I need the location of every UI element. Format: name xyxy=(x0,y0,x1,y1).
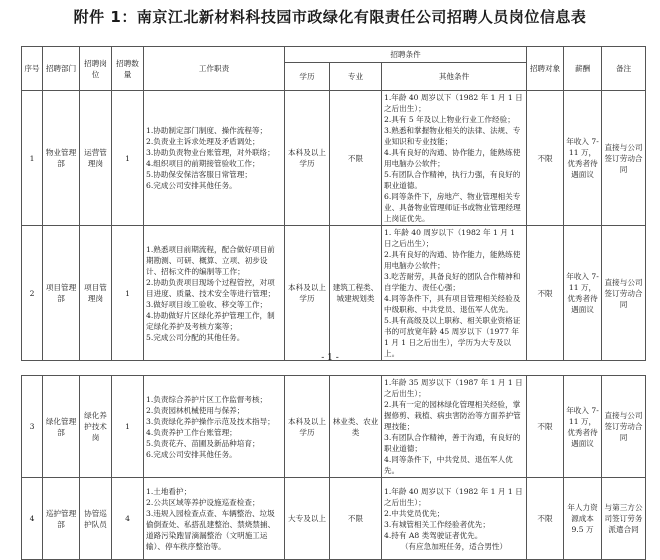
duty-item: 4.协助做好片区绿化养护管理工作，制定绿化养护及考核方案等； xyxy=(146,310,275,331)
condition-item: 5.具有高级及以上职称、相关职业资格证书的可放宽年龄 45 周岁以下（1977 年 1 月 1 日之后出生），学历为大专及以上。 xyxy=(384,316,521,358)
condition-item: 3.有城管相关工作经验者优先； xyxy=(384,519,490,529)
cell-dept: 物业管理部 xyxy=(43,91,80,226)
duty-item: 3.负责绿化养护操作示范及技术指导； xyxy=(146,416,275,426)
duty-item: 5.完成公司分配的其他任务。 xyxy=(146,332,245,342)
condition-item: 4.同等条件下，具有项目管理相关经验及中级职称、中共党员、退伍军人优先。 xyxy=(384,294,521,314)
duty-item: 3.违规入园检查点查、车辆整治、垃圾偷倒查处、私搭乱建整治、禁烧禁捕、道路污染跑冒滴漏整治（文明施工运输）、停车秩序整治等。 xyxy=(146,508,276,551)
condition-item: 4.具有良好的沟通、协作能力，能熟练使用电脑办公软件； xyxy=(384,148,521,168)
cell-post: 运营管理岗 xyxy=(80,91,112,226)
condition-item: 2.具有良好的沟通、协作能力，能熟练使用电脑办公软件； xyxy=(384,250,521,270)
page-number: - 1 - xyxy=(321,353,339,363)
condition-item: 3.熟悉和掌握物业相关的法律、法规、专业知识和专业技能； xyxy=(384,126,521,146)
cell-salary: 年收入 7-11 万，优秀者待遇面议 xyxy=(564,91,602,226)
table-row xyxy=(22,226,646,361)
header-major: 专业 xyxy=(330,63,382,91)
cell-salary: 年人力资源成本 9.5 万 xyxy=(564,478,602,560)
duty-item: 3.做好项目竣工验收、移交等工作； xyxy=(146,299,268,309)
cell-count: 1 xyxy=(112,91,144,226)
cell-target: 不限 xyxy=(527,91,564,226)
cell-seq: 3 xyxy=(22,376,43,478)
duty-item: 1.熟悉项目前期流程，配合做好项目前期勘测、可研、概算、立项、初步设计、招标文件的编制等工作； xyxy=(146,244,275,276)
cell-remarks: 直接与公司签订劳动合同 xyxy=(602,91,646,226)
condition-item: 2.中共党员优先； xyxy=(384,508,445,518)
duty-item: 5.负责花卉、苗圃及新品种培育； xyxy=(146,438,260,448)
condition-item: 1. 年龄 40 周岁以下（1982 年 1 月 1 日之后出生）； xyxy=(384,228,516,248)
cell-target: 不限 xyxy=(527,376,564,478)
header-education: 学历 xyxy=(285,63,330,91)
cell-remarks: 与第三方公司签订劳务派遣合同 xyxy=(602,478,646,560)
condition-item: 2.具有 5 年及以上物业行业工作经验； xyxy=(384,115,515,124)
duty-item: 6.完成公司安排其他任务。 xyxy=(146,449,237,459)
cell-target: 不限 xyxy=(527,226,564,361)
duty-item: 4.负责养护工作台账管理； xyxy=(146,427,237,437)
condition-item: 3.吃苦耐劳，具备良好的团队合作精神和自学能力、责任心强； xyxy=(384,272,521,292)
condition-item: 2.具有一定的园林绿化管理相关经验，掌握修剪、栽植、病虫害防治等方面养护管理技能； xyxy=(384,400,521,431)
cell-duties xyxy=(144,226,285,361)
cell-dept: 项目管理部 xyxy=(43,226,80,361)
cell-post: 绿化养护技术岗 xyxy=(80,376,112,478)
condition-item: 1.年龄 40 周岁以下（1982 年 1 月 1 日之后出生）； xyxy=(384,93,523,113)
condition-item: 5.有团队合作精神，执行力强，有良好的职业道德。 xyxy=(384,170,521,190)
header-salary: 薪酬 xyxy=(564,47,602,91)
duty-item: 1.协助制定部门制度、操作流程等； xyxy=(146,126,268,135)
header-duties: 工作职责 xyxy=(144,47,285,91)
duty-item: 5.协助保安保洁客服日常管理； xyxy=(146,170,252,179)
duty-item: 2.负责业主诉求处理及矛盾调处； xyxy=(146,137,260,146)
cell-seq: 4 xyxy=(22,478,43,560)
cell-seq: 1 xyxy=(22,91,43,226)
cell-education: 大专及以上 xyxy=(285,478,330,560)
cell-post: 协管巡护队员 xyxy=(80,478,112,560)
cell-count: 1 xyxy=(112,226,144,361)
cell-other xyxy=(382,478,527,560)
duty-item: 1.负责综合养护片区工作监督考核； xyxy=(146,394,268,404)
recruitment-table-continued xyxy=(21,375,646,560)
recruitment-table xyxy=(21,46,646,361)
header-conditions: 招聘条件 xyxy=(285,47,527,63)
condition-item: 4.同等条件下，中共党员、退伍军人优先。 xyxy=(384,455,513,475)
document-title: 附件 1：南京江北新材料科技园市政绿化有限责任公司招聘人员岗位信息表 xyxy=(73,8,587,26)
header-dept: 招聘部门 xyxy=(43,47,80,91)
duty-item: 2.协助负责项目现场个过程管控，对项目进度、质量、技术安全等进行管理； xyxy=(146,277,276,298)
condition-note: （有应急加班任务，适合男性） xyxy=(400,541,508,551)
cell-duties xyxy=(144,376,285,478)
header-seq: 序号 xyxy=(22,47,43,91)
condition-item: 1.年龄 35 周岁以下（1987 年 1 月 1 日之后出生）； xyxy=(384,378,523,398)
condition-item: 3.有团队合作精神，善于沟通，有良好的职业道德； xyxy=(384,433,521,453)
table-row xyxy=(22,376,646,478)
header-other: 其他条件 xyxy=(382,63,527,91)
cell-major: 建筑工程类、城建规划类 xyxy=(330,226,382,361)
cell-education: 本科及以上学历 xyxy=(285,376,330,478)
cell-other xyxy=(382,226,527,361)
cell-remarks: 直接与公司签订劳动合同 xyxy=(602,376,646,478)
cell-post: 项目管理岗 xyxy=(80,226,112,361)
duty-item: 6.完成公司安排其他任务。 xyxy=(146,181,237,190)
cell-count: 1 xyxy=(112,376,144,478)
condition-item: 4.持有 A8 类驾驶证者优先。 xyxy=(384,530,483,540)
table-row xyxy=(22,91,646,226)
condition-item: 1.年龄 40 周岁以下（1982 年 1 月 1 日之后出生）； xyxy=(384,486,523,507)
cell-other xyxy=(382,91,527,226)
cell-salary: 年收入 7-11 万，优秀者待遇面议 xyxy=(564,376,602,478)
cell-other xyxy=(382,376,527,478)
cell-seq: 2 xyxy=(22,226,43,361)
cell-education: 本科及以上学历 xyxy=(285,226,330,361)
cell-duties xyxy=(144,91,285,226)
condition-item: 6.同等条件下，房地产、物业管理相关专业、具备物业管理师证书或物业管理经理上岗证优先。 xyxy=(384,192,521,223)
cell-major: 不限 xyxy=(330,478,382,560)
cell-target: 不限 xyxy=(527,478,564,560)
header-count: 招聘数量 xyxy=(112,47,144,91)
cell-dept: 巡护管理部 xyxy=(43,478,80,560)
cell-count: 4 xyxy=(112,478,144,560)
cell-dept: 绿化管理部 xyxy=(43,376,80,478)
cell-major: 林业类、农业类 xyxy=(330,376,382,478)
cell-salary: 年收入 7-11 万，优秀者待遇面议 xyxy=(564,226,602,361)
cell-major: 不限 xyxy=(330,91,382,226)
duty-item: 3.协助负责物业台账管理，对外联络； xyxy=(146,148,275,157)
duty-item: 1.土地看护； xyxy=(146,486,192,496)
table-row xyxy=(22,478,646,560)
header-target: 招聘对象 xyxy=(527,47,564,91)
duty-item: 2.负责园林机械使用与保养； xyxy=(146,405,245,415)
cell-education: 本科及以上学历 xyxy=(285,91,330,226)
header-remarks: 备注 xyxy=(602,47,646,91)
cell-remarks: 直接与公司签订劳动合同 xyxy=(602,226,646,361)
cell-duties xyxy=(144,478,285,560)
duty-item: 4.组织项目的前期接管验收工作； xyxy=(146,159,260,168)
duty-item: 2.公共区域等养护设施巡查检查； xyxy=(146,497,260,507)
header-post: 招聘岗位 xyxy=(80,47,112,91)
